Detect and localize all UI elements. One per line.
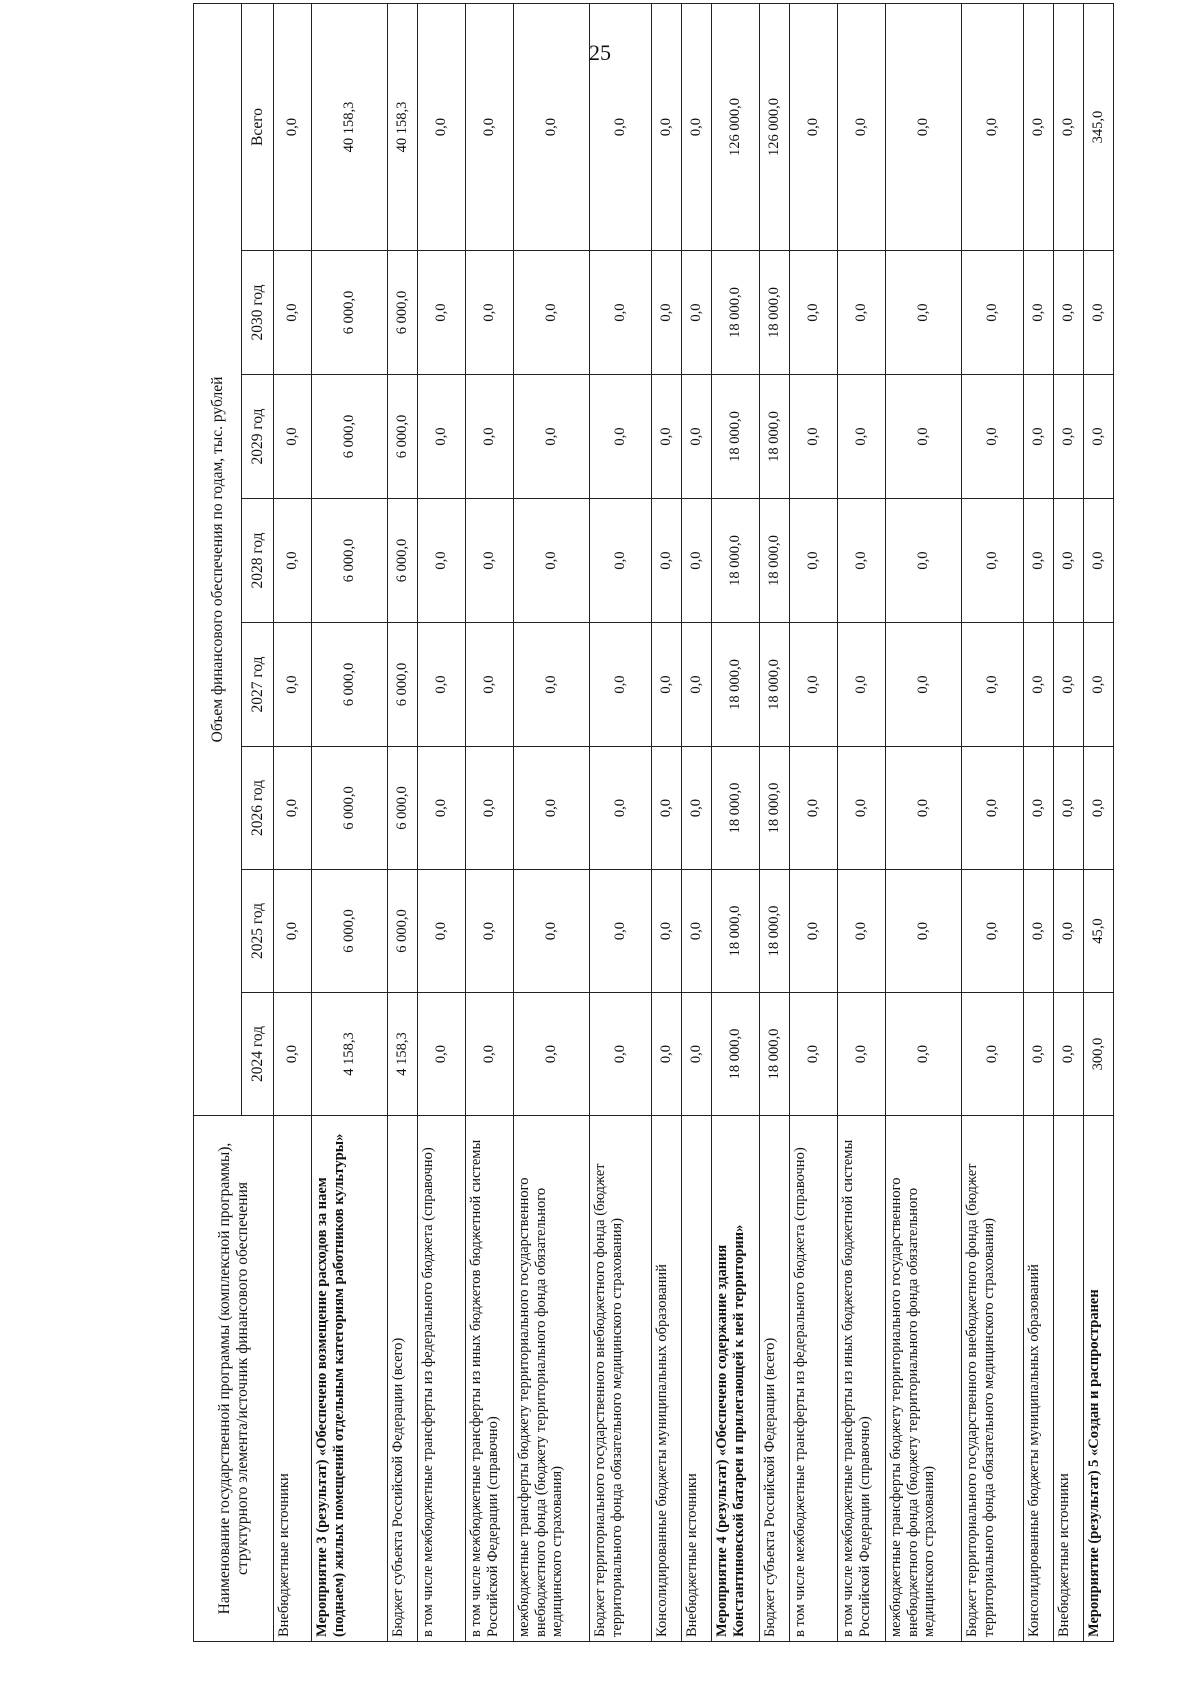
row-value-5: 0,0 [1024,375,1054,499]
row-value-7: 0,0 [466,4,514,251]
row-value-2: 0,0 [590,747,652,870]
row-value-6: 0,0 [886,251,962,375]
row-value-1: 6 000,0 [312,870,388,993]
row-value-4: 0,0 [466,499,514,623]
row-value-6: 0,0 [418,251,466,375]
row-name: Бюджет территориального государственного внебюджетного фонда (бюджет территориального фонда обязательного медицинского страхования) [590,1116,652,1642]
row-value-7: 0,0 [590,4,652,251]
row-value-5: 0,0 [886,375,962,499]
row-value-5: 18 000,0 [760,375,790,499]
row-value-7: 0,0 [790,4,838,251]
table-row [838,4,886,1642]
row-value-0: 0,0 [652,993,682,1116]
row-value-6: 0,0 [1054,251,1084,375]
row-name: Мероприятие 4 (результат) «Обеспечено содержание здания Константиновской батареи и прилегающей к ней территории» [712,1116,760,1642]
row-value-5: 0,0 [274,375,312,499]
row-value-7: 126 000,0 [760,4,790,251]
header-year-6: 2030 год [242,251,274,375]
page-number: 25 [589,40,611,65]
table-row [790,4,838,1642]
table-row [712,4,760,1642]
table-row [1084,4,1114,1642]
row-value-3: 0,0 [1054,623,1084,747]
row-value-0: 0,0 [682,993,712,1116]
row-value-4: 0,0 [682,499,712,623]
row-value-5: 0,0 [418,375,466,499]
row-value-5: 0,0 [652,375,682,499]
row-value-4: 0,0 [652,499,682,623]
row-name: в том числе межбюджетные трансферты из федерального бюджета (справочно) [418,1116,466,1642]
row-value-3: 0,0 [838,623,886,747]
table-row [274,4,312,1642]
row-value-0: 0,0 [886,993,962,1116]
row-value-2: 0,0 [274,747,312,870]
row-value-0: 300,0 [1084,993,1114,1116]
row-value-2: 0,0 [682,747,712,870]
table-container [193,98,1107,1642]
row-value-2: 0,0 [790,747,838,870]
row-name: Консолидированные бюджеты муниципальных образований [1024,1116,1054,1642]
row-name: Внебюджетные источники [682,1116,712,1642]
row-value-2: 0,0 [1024,747,1054,870]
row-value-3: 0,0 [652,623,682,747]
table-row [682,4,712,1642]
row-value-0: 18 000,0 [712,993,760,1116]
row-value-5: 0,0 [838,375,886,499]
row-value-1: 0,0 [790,870,838,993]
row-value-0: 4 158,3 [388,993,418,1116]
row-value-4: 0,0 [1054,499,1084,623]
row-value-1: 0,0 [590,870,652,993]
row-value-3: 0,0 [274,623,312,747]
row-value-5: 0,0 [590,375,652,499]
row-value-6: 0,0 [514,251,590,375]
row-value-4: 0,0 [790,499,838,623]
header-name-column: Наименование государственной программы (комплексной программы), структурного элемента/источник финансового обеспечения [194,1116,274,1642]
row-value-6: 0,0 [962,251,1024,375]
row-value-3: 6 000,0 [388,623,418,747]
row-value-2: 6 000,0 [312,747,388,870]
row-value-3: 18 000,0 [712,623,760,747]
row-value-2: 0,0 [514,747,590,870]
row-value-7: 0,0 [838,4,886,251]
row-name: Внебюджетные источники [274,1116,312,1642]
row-value-5: 6 000,0 [388,375,418,499]
row-value-3: 0,0 [1084,623,1114,747]
row-value-0: 0,0 [590,993,652,1116]
row-value-1: 18 000,0 [760,870,790,993]
row-value-3: 0,0 [1024,623,1054,747]
row-value-4: 0,0 [1024,499,1054,623]
table-row [418,4,466,1642]
row-value-0: 0,0 [466,993,514,1116]
row-value-2: 6 000,0 [388,747,418,870]
row-value-2: 0,0 [466,747,514,870]
row-value-4: 6 000,0 [388,499,418,623]
row-value-3: 0,0 [514,623,590,747]
row-value-6: 0,0 [274,251,312,375]
table-row [1054,4,1084,1642]
header-year-0: 2024 год [242,993,274,1116]
row-value-4: 0,0 [274,499,312,623]
row-value-1: 0,0 [962,870,1024,993]
row-value-5: 0,0 [1054,375,1084,499]
row-value-7: 0,0 [514,4,590,251]
row-value-6: 18 000,0 [760,251,790,375]
row-value-7: 40 158,3 [312,4,388,251]
row-value-0: 0,0 [514,993,590,1116]
row-value-4: 18 000,0 [712,499,760,623]
row-value-4: 0,0 [514,499,590,623]
row-value-7: 0,0 [962,4,1024,251]
row-value-3: 0,0 [682,623,712,747]
row-value-6: 0,0 [838,251,886,375]
row-value-2: 0,0 [886,747,962,870]
row-value-1: 18 000,0 [712,870,760,993]
row-name: Внебюджетные источники [1054,1116,1084,1642]
row-name: Консолидированные бюджеты муниципальных образований [652,1116,682,1642]
header-year-4: 2028 год [242,499,274,623]
row-value-7: 0,0 [274,4,312,251]
row-value-2: 0,0 [652,747,682,870]
row-value-0: 0,0 [418,993,466,1116]
row-value-2: 0,0 [1054,747,1084,870]
row-value-3: 18 000,0 [760,623,790,747]
row-value-3: 0,0 [590,623,652,747]
row-value-5: 0,0 [466,375,514,499]
row-value-6: 0,0 [790,251,838,375]
row-value-4: 0,0 [590,499,652,623]
row-value-4: 0,0 [962,499,1024,623]
row-value-3: 6 000,0 [312,623,388,747]
header-year-7: Всего [242,4,274,251]
row-value-5: 0,0 [514,375,590,499]
row-value-6: 0,0 [1024,251,1054,375]
row-value-4: 6 000,0 [312,499,388,623]
row-value-1: 0,0 [466,870,514,993]
row-value-1: 0,0 [1054,870,1084,993]
row-value-1: 0,0 [652,870,682,993]
row-value-6: 0,0 [590,251,652,375]
row-value-2: 0,0 [962,747,1024,870]
row-value-4: 0,0 [838,499,886,623]
row-name: Мероприятие (результат) 5 «Создан и распространен [1084,1116,1114,1642]
financing-table [193,3,1114,1642]
row-name: Бюджет субъекта Российской Федерации (всего) [388,1116,418,1642]
row-value-1: 0,0 [418,870,466,993]
table-row [1024,4,1054,1642]
row-value-2: 0,0 [838,747,886,870]
row-value-7: 0,0 [652,4,682,251]
row-value-1: 0,0 [886,870,962,993]
row-value-6: 6 000,0 [312,251,388,375]
row-value-2: 0,0 [418,747,466,870]
row-value-6: 0,0 [652,251,682,375]
row-name: Бюджет субъекта Российской Федерации (всего) [760,1116,790,1642]
header-year-2: 2026 год [242,747,274,870]
row-value-1: 0,0 [514,870,590,993]
row-value-0: 0,0 [962,993,1024,1116]
row-value-1: 0,0 [1024,870,1054,993]
row-name: Мероприятие 3 (результат) «Обеспечено возмещение расходов за наем (поднаем) жилых помещений отдельным категориям работников культуры» [312,1116,388,1642]
row-value-5: 0,0 [1084,375,1114,499]
row-value-7: 0,0 [1024,4,1054,251]
row-value-0: 0,0 [838,993,886,1116]
row-value-1: 6 000,0 [388,870,418,993]
table-row [466,4,514,1642]
row-value-4: 0,0 [886,499,962,623]
row-value-1: 0,0 [274,870,312,993]
row-value-6: 18 000,0 [712,251,760,375]
row-value-0: 0,0 [274,993,312,1116]
row-value-6: 0,0 [466,251,514,375]
row-value-1: 0,0 [682,870,712,993]
row-value-0: 0,0 [790,993,838,1116]
row-value-4: 0,0 [1084,499,1114,623]
row-name: в том числе межбюджетные трансферты из иных бюджетов бюджетной системы Российской Федерации (справочно) [466,1116,514,1642]
row-value-6: 6 000,0 [388,251,418,375]
row-value-2: 18 000,0 [760,747,790,870]
row-value-3: 0,0 [466,623,514,747]
rotated-table-wrap [193,98,1107,1642]
table-row [514,4,590,1642]
row-value-4: 18 000,0 [760,499,790,623]
row-value-1: 0,0 [838,870,886,993]
row-value-3: 0,0 [962,623,1024,747]
row-value-3: 0,0 [886,623,962,747]
row-value-7: 0,0 [682,4,712,251]
row-value-5: 0,0 [682,375,712,499]
table-row [590,4,652,1642]
row-value-0: 0,0 [1054,993,1084,1116]
table-row [388,4,418,1642]
row-value-7: 345,0 [1084,4,1114,251]
row-name: межбюджетные трансферты бюджету территориального государственного внебюджетного фонда (бюджету территориального фонда обязательного медицинского страхования) [514,1116,590,1642]
table-row [962,4,1024,1642]
header-year-3: 2027 год [242,623,274,747]
row-value-7: 126 000,0 [712,4,760,251]
row-name: межбюджетные трансферты бюджету территориального государственного внебюджетного фонда (бюджету территориального фонда обязательного медицинского страхования) [886,1116,962,1642]
row-value-4: 0,0 [418,499,466,623]
row-value-3: 0,0 [418,623,466,747]
row-value-5: 0,0 [962,375,1024,499]
row-value-5: 0,0 [790,375,838,499]
row-value-0: 0,0 [1024,993,1054,1116]
row-value-7: 0,0 [1054,4,1084,251]
header-group: Объем финансового обеспечения по годам, тыс. рублей [194,4,242,1116]
header-year-1: 2025 год [242,870,274,993]
row-value-7: 0,0 [886,4,962,251]
table-row [760,4,790,1642]
row-name: в том числе межбюджетные трансферты из иных бюджетов бюджетной системы Российской Федерации (справочно) [838,1116,886,1642]
row-value-5: 18 000,0 [712,375,760,499]
row-value-1: 45,0 [1084,870,1114,993]
row-value-5: 6 000,0 [312,375,388,499]
table-row [652,4,682,1642]
row-value-7: 0,0 [418,4,466,251]
table-row [312,4,388,1642]
row-value-7: 40 158,3 [388,4,418,251]
header-year-5: 2029 год [242,375,274,499]
row-value-2: 18 000,0 [712,747,760,870]
row-value-6: 0,0 [1084,251,1114,375]
row-name: в том числе межбюджетные трансферты из федерального бюджета (справочно) [790,1116,838,1642]
table-row [886,4,962,1642]
row-name: Бюджет территориального государственного внебюджетного фонда (бюджет территориального фонда обязательного медицинского страхования) [962,1116,1024,1642]
row-value-0: 18 000,0 [760,993,790,1116]
row-value-0: 4 158,3 [312,993,388,1116]
row-value-2: 0,0 [1084,747,1114,870]
row-value-3: 0,0 [790,623,838,747]
row-value-6: 0,0 [682,251,712,375]
